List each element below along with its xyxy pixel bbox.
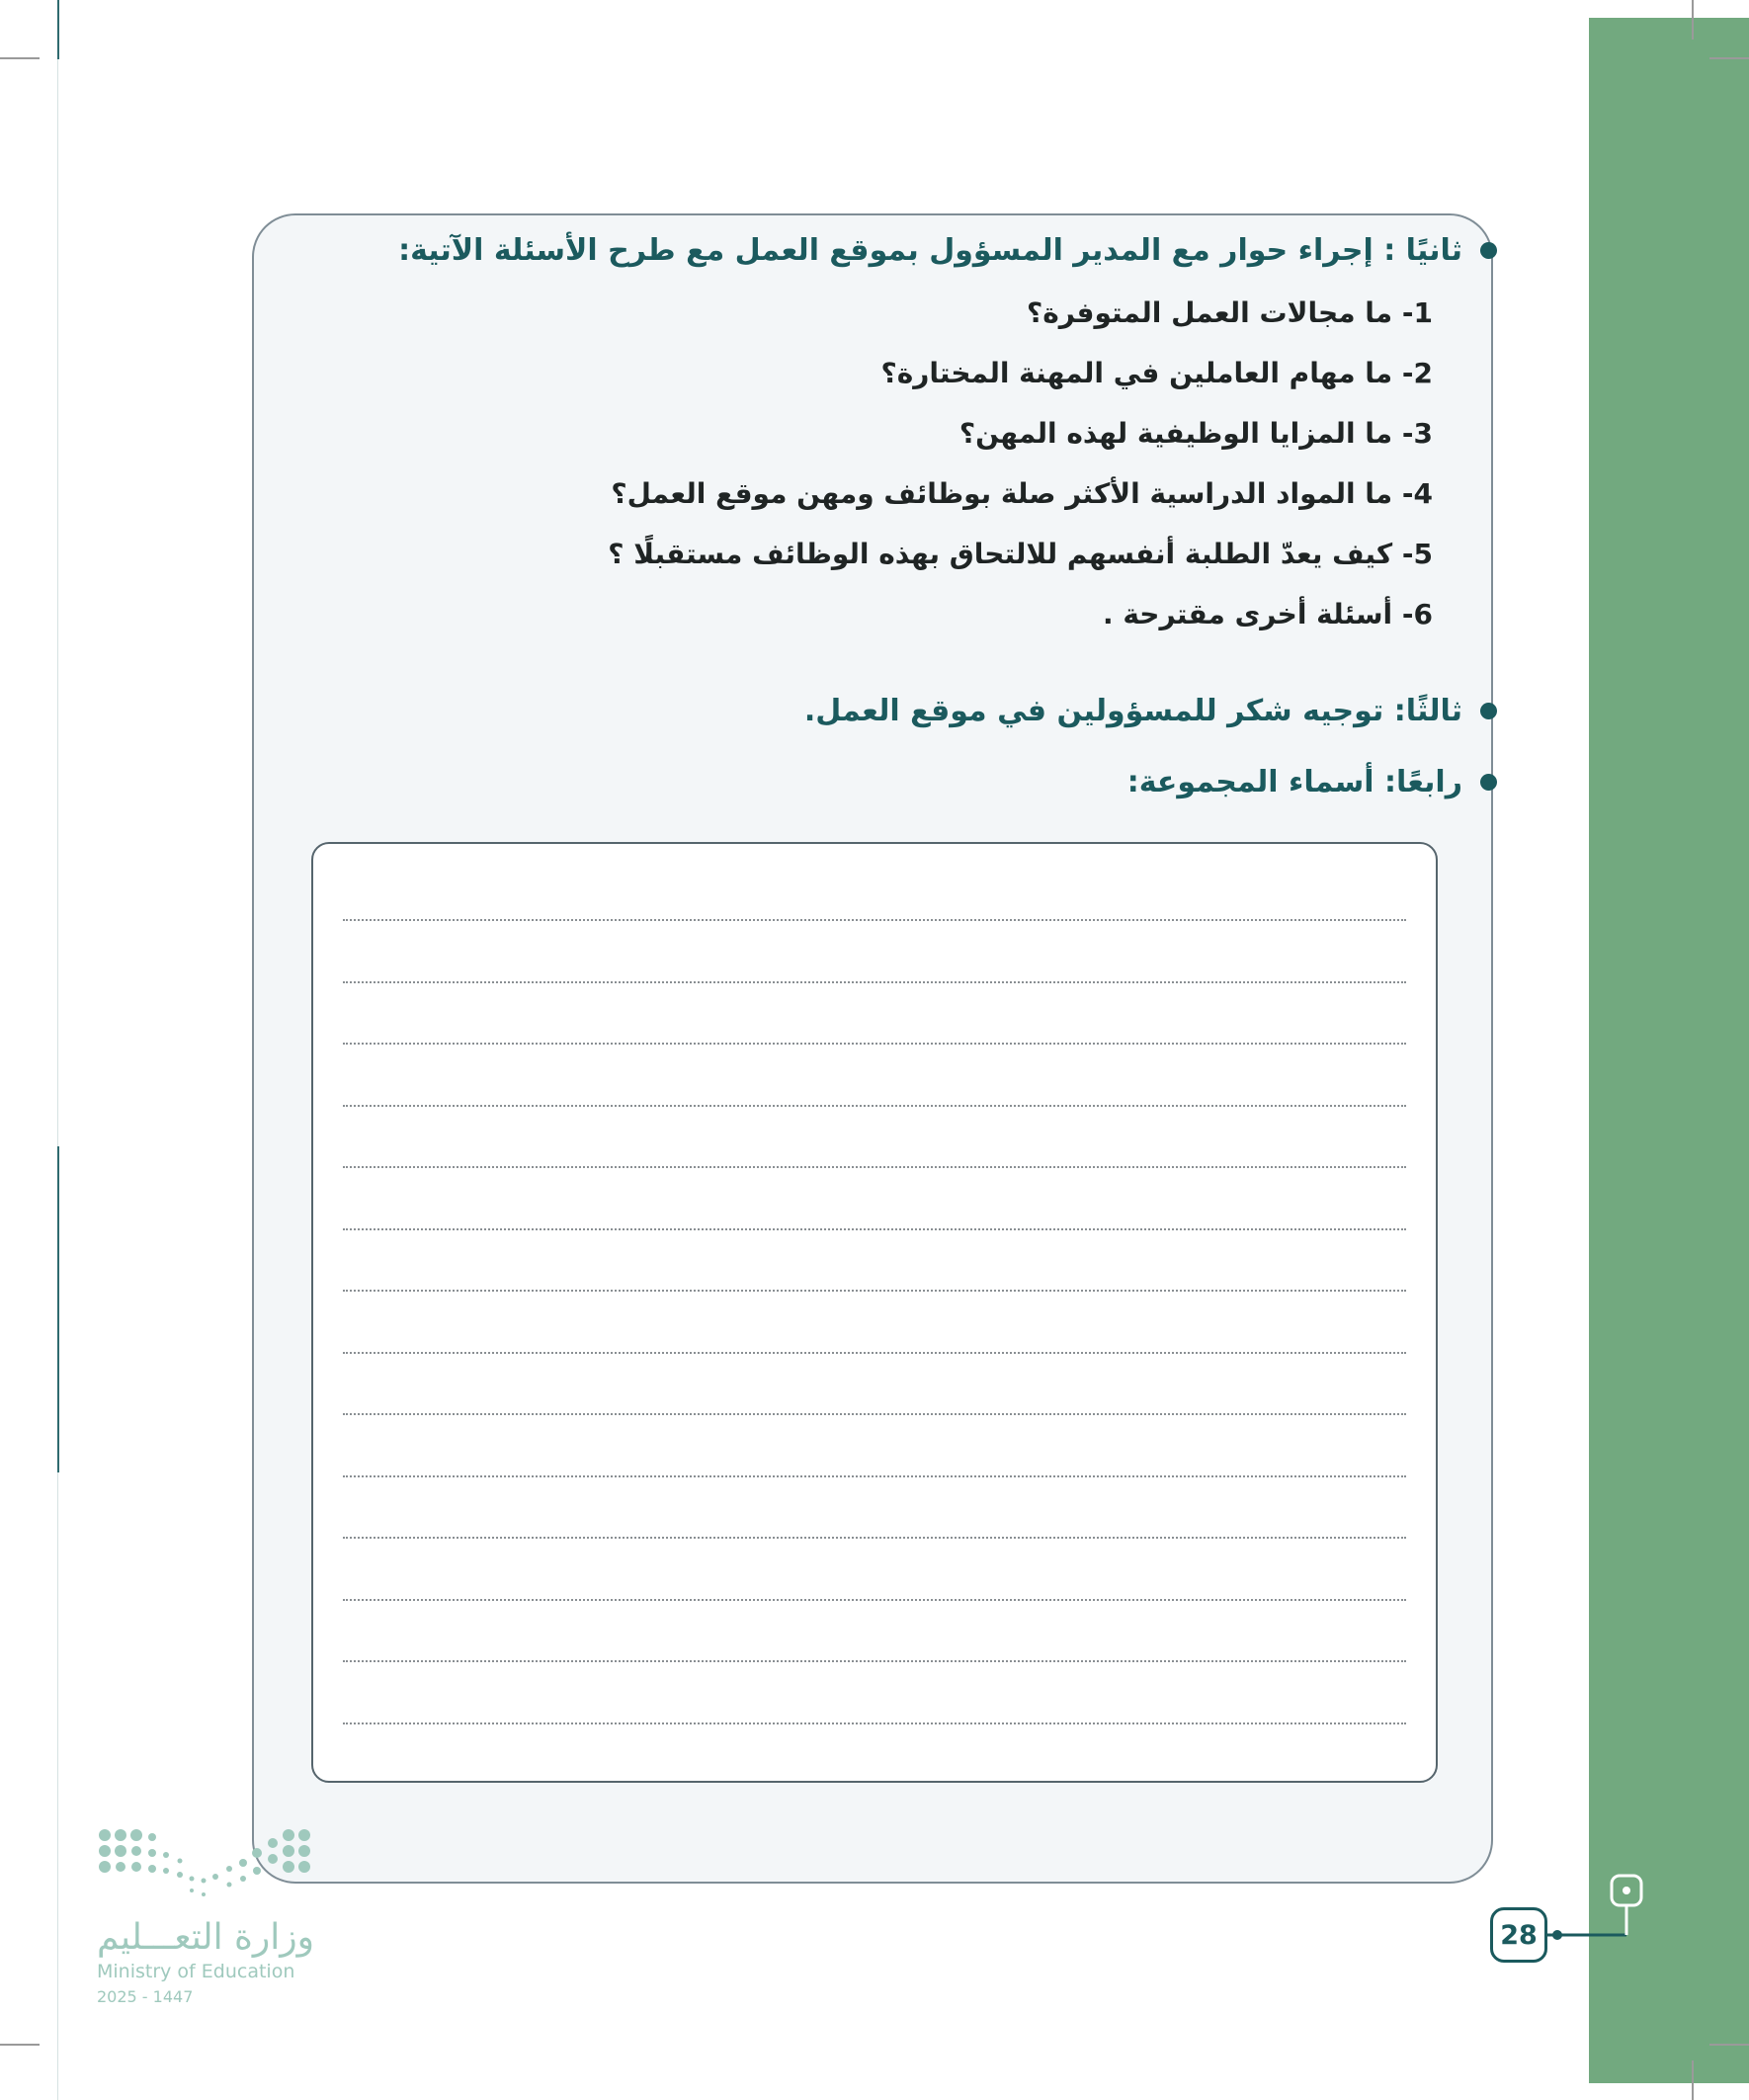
section-2-heading: [398, 233, 1497, 268]
writing-line[interactable]: [343, 1352, 1406, 1354]
crop-mark: [1692, 2060, 1694, 2100]
crop-mark: [1709, 57, 1749, 59]
left-margin-accent-bottom: [57, 1146, 59, 1472]
writing-line[interactable]: [343, 981, 1406, 983]
writing-line[interactable]: [343, 1599, 1406, 1601]
question-5: 5- كيف يعدّ الطلبة أنفسهم للالتحاق بهذه الوظائف مستقبلًا ؟: [608, 538, 1433, 570]
writing-line[interactable]: [343, 1105, 1406, 1107]
section-4-heading-text: رابعًا: أسماء المجموعة:: [1126, 765, 1462, 799]
page-connector-icon: [1547, 1866, 1656, 1945]
crop-mark: [1709, 2044, 1749, 2046]
bullet-icon: [1480, 774, 1497, 791]
section-3-heading-text: ثالثًا: توجيه شكر للمسؤولين في موقع العمل.: [803, 694, 1462, 728]
left-margin-rule: [57, 0, 58, 2100]
side-color-band: [1589, 18, 1749, 2083]
writing-line[interactable]: [343, 1166, 1406, 1168]
writing-line[interactable]: [343, 1475, 1406, 1477]
writing-line[interactable]: [343, 1660, 1406, 1662]
crop-mark: [0, 57, 40, 59]
ministry-name-arabic: وزارة التعـــليم: [97, 1917, 315, 1958]
section-2-heading-text: ثانيًا : إجراء حوار مع المدير المسؤول بموقع العمل مع طرح الأسئلة الآتية:: [398, 233, 1462, 268]
crop-mark: [1692, 0, 1694, 40]
ministry-name-english: Ministry of Education: [97, 1961, 295, 1982]
crop-mark: [0, 2044, 40, 2046]
writing-line[interactable]: [343, 1228, 1406, 1230]
writing-line[interactable]: [343, 919, 1406, 921]
question-6: 6- أسئلة أخرى مقترحة .: [1102, 598, 1433, 630]
group-names-box: [311, 842, 1438, 1783]
left-margin-accent-top: [57, 0, 59, 59]
question-1: 1- ما مجالات العمل المتوفرة؟: [1026, 296, 1433, 329]
writing-line[interactable]: [343, 1537, 1406, 1539]
bullet-icon: [1480, 242, 1497, 259]
writing-line[interactable]: [343, 1413, 1406, 1415]
writing-line[interactable]: [343, 1290, 1406, 1292]
section-4-heading: [1127, 765, 1497, 799]
bullet-icon: [1480, 703, 1497, 719]
section-3-heading: [804, 694, 1497, 728]
edition-year: 2025 - 1447: [97, 1987, 194, 2006]
question-4: 4- ما المواد الدراسية الأكثر صلة بوظائف ومهن موقع العمل؟: [611, 477, 1433, 510]
page-number: 28: [1490, 1907, 1547, 1963]
question-2: 2- ما مهام العاملين في المهنة المختارة؟: [880, 357, 1433, 389]
writing-line[interactable]: [343, 1722, 1406, 1724]
question-3: 3- ما المزايا الوظيفية لهذه المهن؟: [958, 417, 1433, 450]
writing-line[interactable]: [343, 1043, 1406, 1045]
